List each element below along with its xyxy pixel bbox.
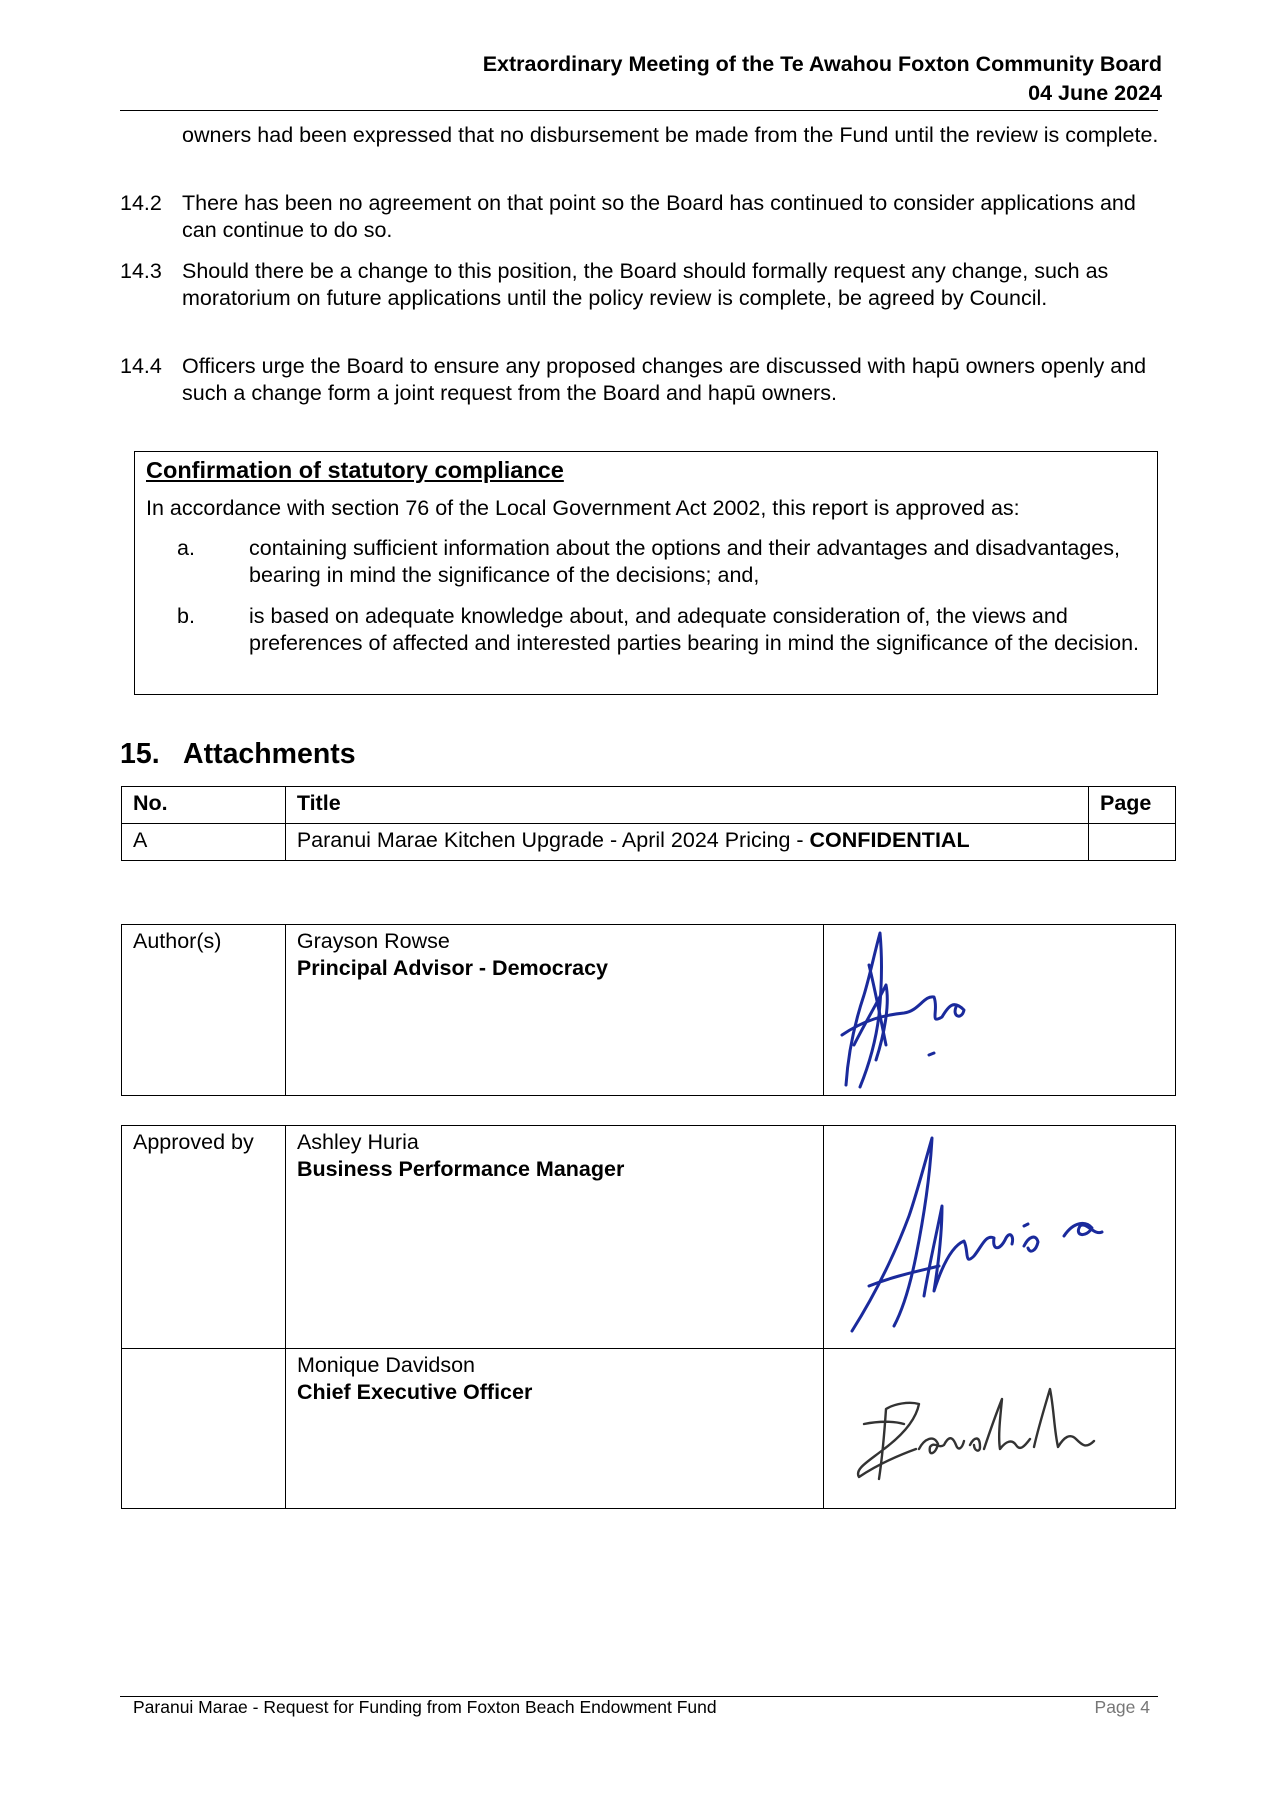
statutory-compliance-box	[134, 451, 1158, 695]
compliance-title: Confirmation of statutory compliance	[146, 457, 564, 483]
footer-page-number: Page 4	[1094, 1697, 1150, 1717]
table-row	[122, 824, 1176, 861]
header-divider	[120, 110, 1158, 111]
compliance-item-b	[146, 603, 1146, 657]
paragraph-text: There has been no agreement on that point so the Board has continued to consider applications and can continue to do so.	[182, 191, 1136, 242]
signoff-person	[285, 1126, 824, 1349]
cell-no: A	[122, 824, 286, 861]
item-label: a.	[177, 536, 195, 560]
paragraph-14-1-continued: owners had been expressed that no disbursement be made from the Fund until the review is complete.	[182, 123, 1159, 147]
signature-image	[824, 1126, 1176, 1349]
signature-cell	[824, 1349, 1176, 1509]
approver-signoff-table	[121, 1125, 1176, 1509]
author-signoff-table	[121, 924, 1176, 1096]
signoff-role: Author(s)	[122, 925, 286, 1096]
meeting-title: Extraordinary Meeting of the Te Awahou Foxton Community Board	[482, 52, 1162, 76]
paragraph-14-3	[120, 258, 1160, 312]
signature-image	[824, 925, 1176, 1096]
paragraph-text: Should there be a change to this position, the Board should formally request any change, such as moratorium on future applications until the policy review is complete, be agreed by Council.	[182, 259, 1109, 310]
page-header	[483, 50, 1162, 108]
signoff-person	[285, 925, 824, 1096]
paragraph-number: 14.2	[120, 191, 162, 215]
signature-cell	[824, 1126, 1176, 1349]
table-header-row	[122, 787, 1176, 824]
signoff-row	[122, 1349, 1176, 1509]
header-page: Page	[1089, 787, 1176, 824]
person-position: Principal Advisor - Democracy	[296, 956, 608, 980]
person-name: Monique Davidson	[296, 1353, 476, 1377]
section-number: 15.	[120, 738, 160, 770]
person-name: Grayson Rowse	[296, 929, 450, 953]
paragraph-number: 14.4	[120, 354, 162, 378]
attachments-table	[121, 786, 1176, 861]
compliance-item-a	[146, 535, 1146, 589]
cell-page	[1089, 824, 1176, 861]
item-label: b.	[177, 604, 195, 628]
section-title: Attachments	[183, 738, 356, 770]
item-text: is based on adequate knowledge about, and adequate consideration of, the views and preferences of affected and interested parties bearing in mind the significance of the decision.	[249, 604, 1140, 655]
signoff-role: Approved by	[122, 1126, 286, 1349]
signoff-person	[285, 1349, 824, 1509]
header-no: No.	[122, 787, 286, 824]
item-text: containing sufficient information about the options and their advantages and disadvantages, bearing in mind the significance of the decisions; and,	[249, 536, 1120, 587]
meeting-date: 04 June 2024	[1028, 81, 1162, 105]
footer-document-title: Paranui Marae - Request for Funding from Foxton Beach Endowment Fund	[133, 1697, 717, 1717]
paragraph-text: Officers urge the Board to ensure any proposed changes are discussed with hapū owners openly and such a change form a joint request from the Board and hapū owners.	[182, 354, 1147, 405]
paragraph-14-2	[120, 190, 1160, 244]
signature-image	[824, 1349, 1176, 1509]
compliance-intro: In accordance with section 76 of the Local Government Act 2002, this report is approved as:	[146, 496, 1020, 520]
person-position: Chief Executive Officer	[296, 1380, 533, 1404]
person-name: Ashley Huria	[296, 1130, 419, 1154]
paragraph-14-4	[120, 353, 1160, 407]
paragraph-number: 14.3	[120, 259, 162, 283]
signoff-role	[122, 1349, 286, 1509]
signoff-row	[122, 1126, 1176, 1349]
confidential-label: CONFIDENTIAL	[809, 828, 970, 852]
cell-title: Paranui Marae Kitchen Upgrade - April 2024 Pricing - CONFIDENTIAL	[285, 824, 1088, 861]
header-title: Title	[285, 787, 1088, 824]
person-position: Business Performance Manager	[296, 1157, 625, 1181]
section-heading	[120, 738, 356, 771]
signoff-row	[122, 925, 1176, 1096]
signature-cell	[824, 925, 1176, 1096]
